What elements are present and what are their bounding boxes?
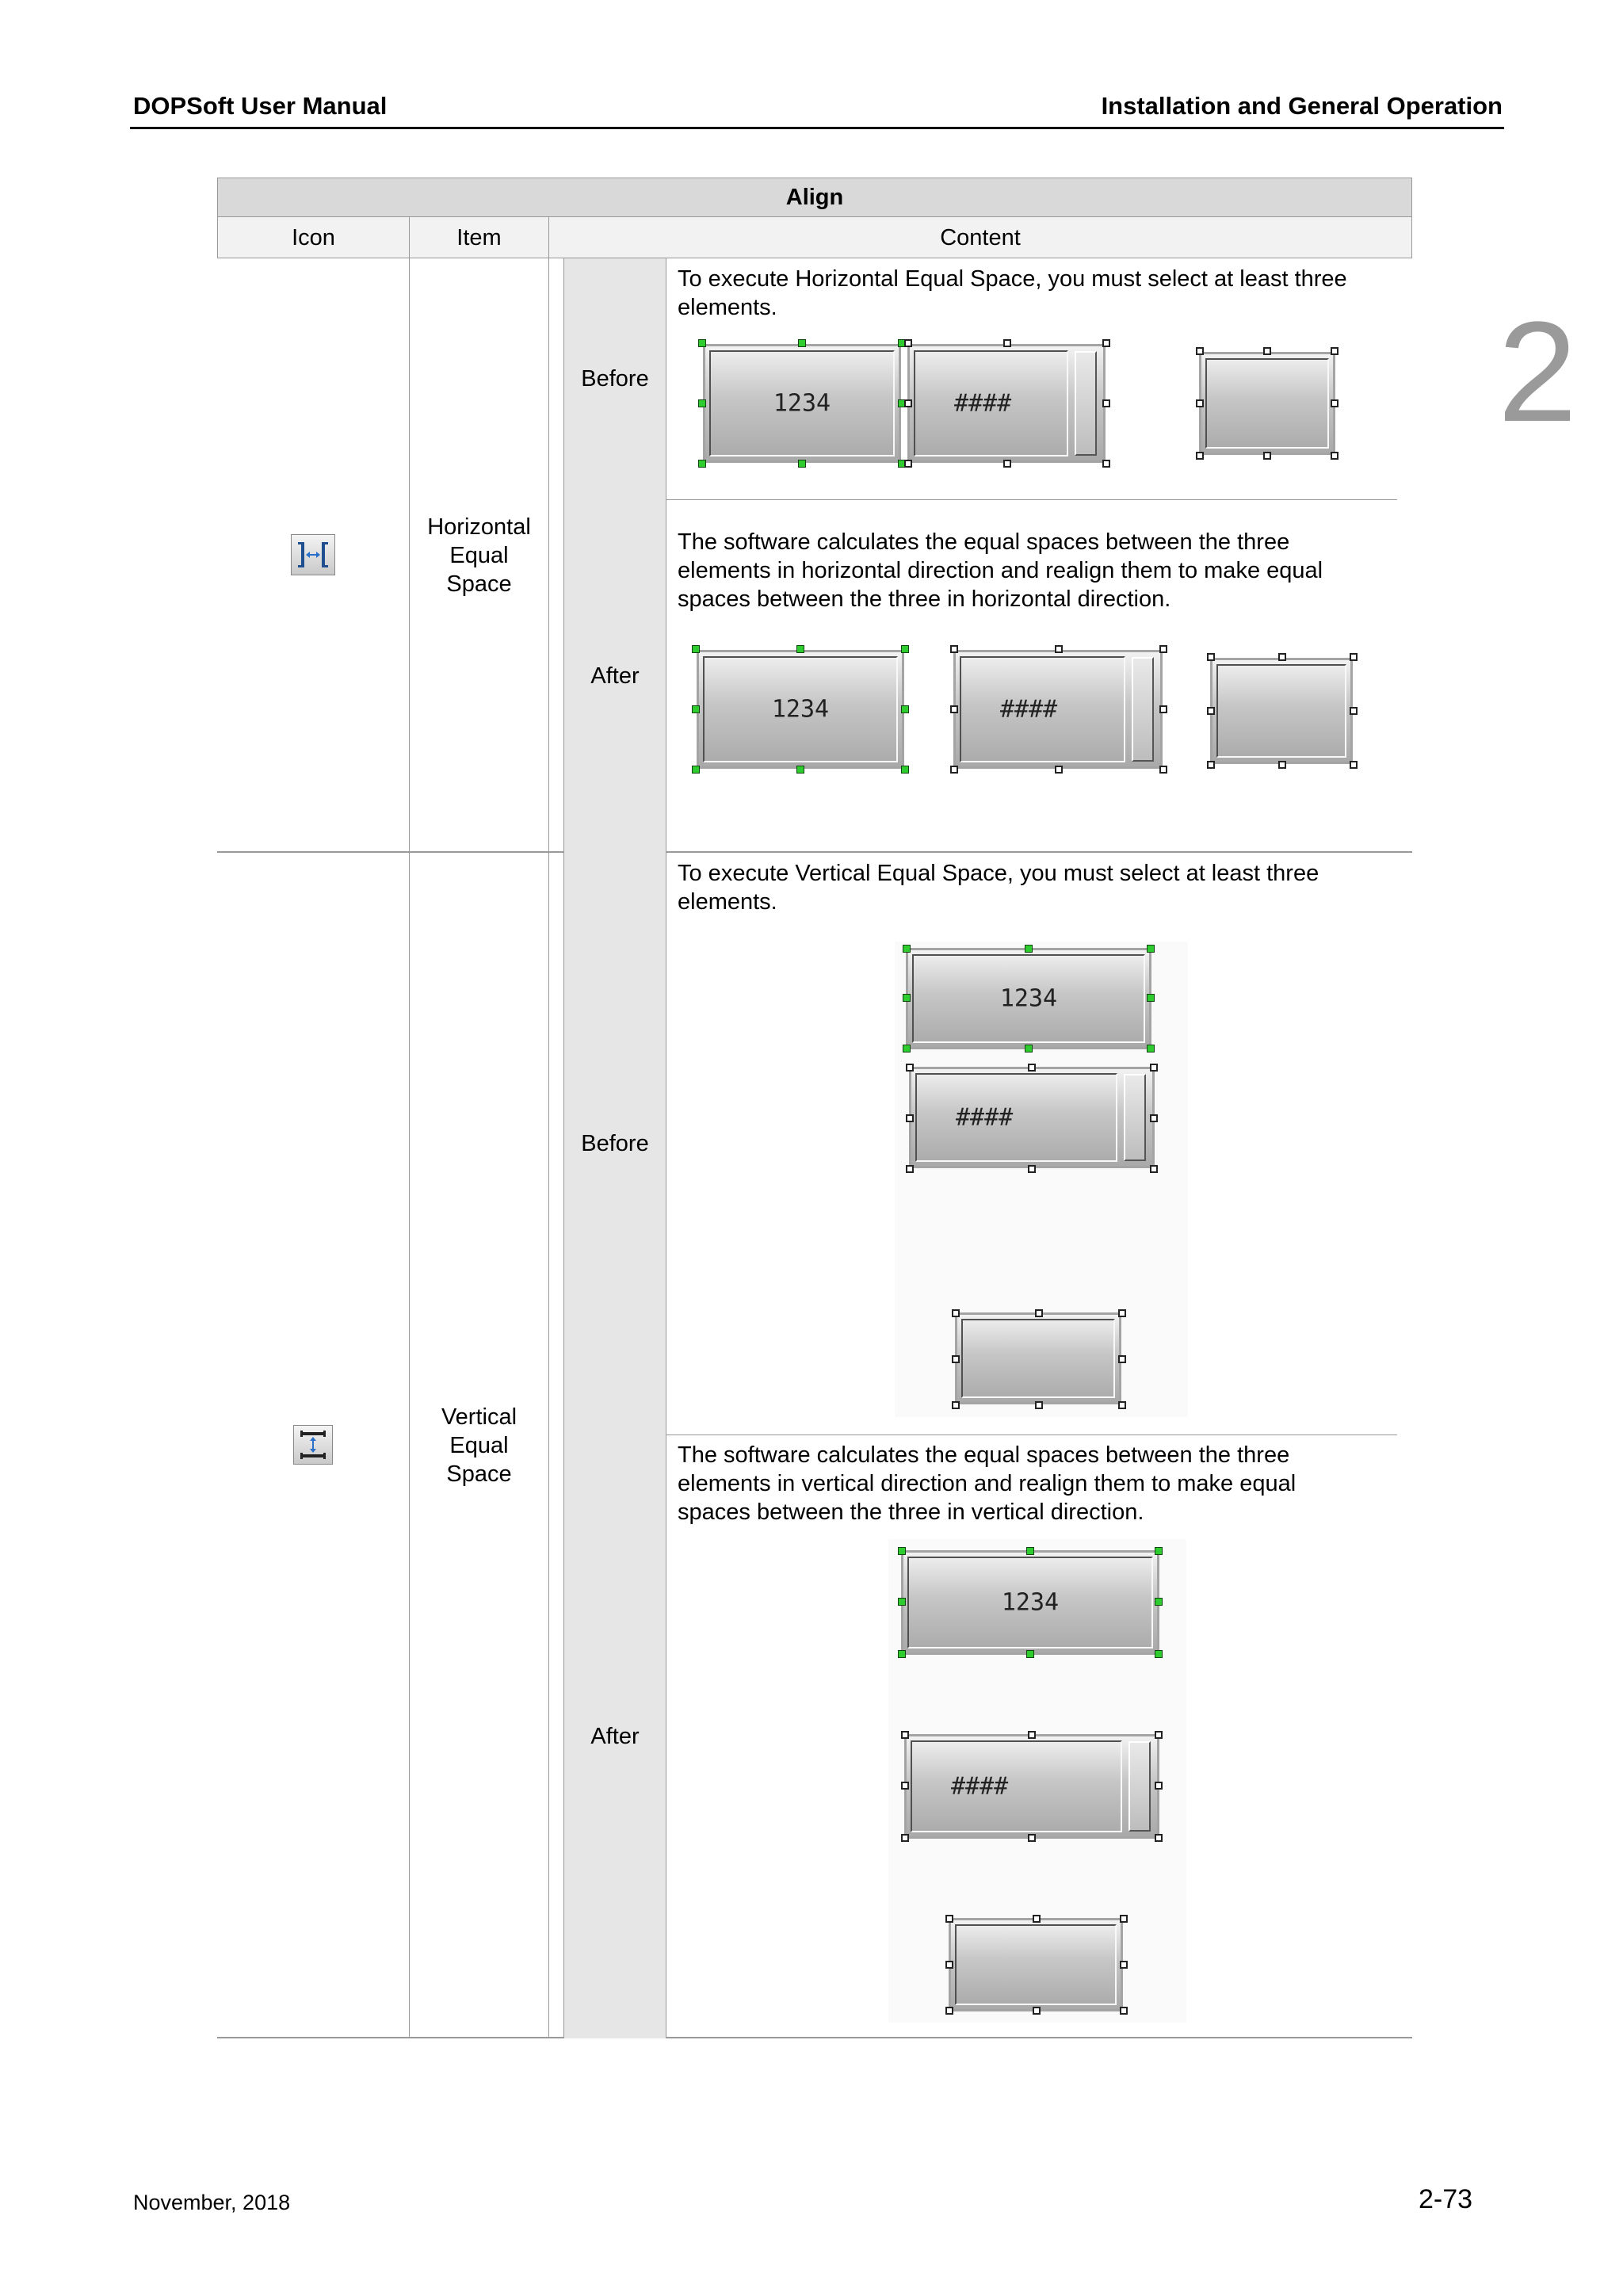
chapter-title: Installation and General Operation	[1101, 92, 1503, 120]
before-label: Before	[563, 853, 666, 1435]
column-header-content: Content	[548, 217, 1412, 258]
header-rule	[130, 127, 1504, 129]
table-row	[217, 853, 1412, 2038]
chapter-number: 2	[1498, 292, 1578, 452]
before-description: To execute Horizontal Equal Space, you must select at least three elements.	[678, 266, 1347, 320]
before-label: Before	[563, 258, 666, 499]
icon-cell	[217, 258, 409, 853]
numeric-display-element: 1234	[703, 344, 901, 463]
footer-date: November, 2018	[133, 2191, 291, 2214]
after-label: After	[563, 1435, 666, 2038]
character-display-element: ####	[904, 1734, 1159, 1839]
table-title: Align	[217, 178, 1412, 217]
page-number: 2-73	[1419, 2184, 1473, 2214]
sub-row-divider	[666, 499, 1397, 500]
content-cell	[548, 853, 1412, 2038]
align-table	[217, 178, 1412, 2038]
after-description: The software calculates the equal spaces between the three elements in vertical direction and realign them to make equal spaces between the three in vertical direction.	[678, 1442, 1296, 1525]
after-mockup	[888, 1539, 1186, 2023]
character-display-element: ####	[909, 1067, 1155, 1168]
numeric-display-element: 1234	[906, 948, 1151, 1049]
item-cell: Vertical Equal Space	[409, 853, 548, 2038]
before-mockup	[700, 341, 1144, 496]
horizontal-equal-space-icon	[291, 534, 335, 575]
after-description: The software calculates the equal spaces between the three elements in horizontal direction and realign them to make equal spaces between the three in horizontal direction.	[678, 529, 1323, 612]
blank-element	[955, 1312, 1121, 1404]
character-display-element: ####	[907, 344, 1106, 463]
before-description: To execute Vertical Equal Space, you must select at least three elements.	[678, 861, 1319, 915]
after-mockup	[693, 647, 1359, 797]
blank-element	[949, 1918, 1123, 2011]
character-display-element: ####	[953, 650, 1163, 769]
numeric-display-element: 1234	[901, 1550, 1159, 1655]
table-row	[217, 258, 1412, 853]
manual-title: DOPSoft User Manual	[133, 92, 388, 120]
blank-element	[1199, 352, 1335, 455]
vertical-equal-space-icon	[293, 1425, 333, 1465]
item-cell: Horizontal Equal Space	[409, 258, 548, 853]
content-cell	[548, 258, 1412, 853]
blank-element	[1210, 658, 1353, 764]
column-header-item: Item	[409, 217, 548, 258]
numeric-display-element: 1234	[697, 650, 904, 769]
column-header-icon: Icon	[217, 217, 409, 258]
after-label: After	[563, 499, 666, 853]
icon-cell	[217, 853, 409, 2038]
before-mockup	[895, 942, 1188, 1417]
